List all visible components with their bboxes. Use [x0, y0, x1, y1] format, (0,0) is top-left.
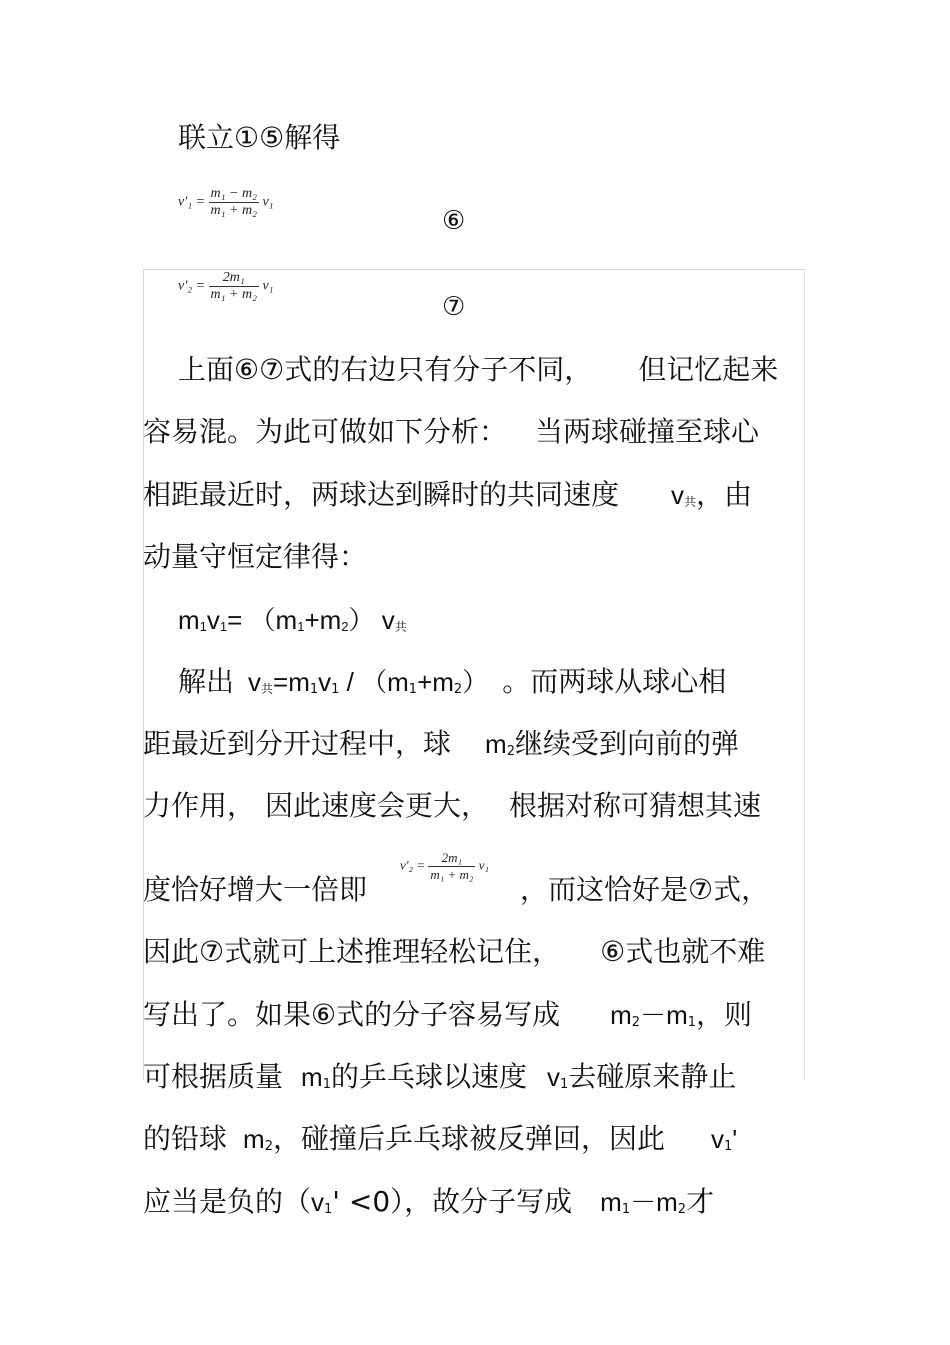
formula-6-numerator: m₁ − m₂	[210, 186, 257, 201]
formula-6-denominator: m₁ + m₂	[210, 203, 257, 218]
text-line-2: 容易混。为此可做如下分析： 当两球碰撞至球心	[143, 415, 760, 448]
text-line-4: 动量守恒定律得：	[143, 540, 368, 573]
formula-6-lhs: v'₁ =	[178, 194, 206, 210]
formula-7	[178, 270, 274, 303]
formula-7-tail: v₁	[262, 278, 274, 294]
text-line-9: 度恰好增大一倍即	[143, 873, 368, 906]
formula-6-tail: v₁	[262, 194, 274, 210]
text-line-3: 相距最近时，两球达到瞬时的共同速度 v共，由	[143, 478, 753, 511]
formula-7-numerator: 2m₁	[209, 270, 259, 287]
text-line-6: 解出 v共=m1v1 / （m1+m2） 。而两球从球心相	[178, 665, 727, 698]
momentum-equation: m1v1= （m1+m2） v共	[178, 605, 407, 635]
text-line-11: 写出了。如果⑥式的分子容易写成 m2－m1，则	[143, 998, 753, 1031]
formula-7-denominator: m₁ + m₂	[210, 287, 257, 302]
inline-formula: v'₂ = $\frac{\text{2m₁}}{\text{m₁ + m₂}}$ v₁	[400, 850, 489, 882]
formula-7-marker: ⑦	[442, 292, 466, 322]
formula-7-lhs: v'₂ =	[178, 278, 206, 294]
text-line-7: 距最近到分开过程中，球 m2继续受到向前的弹	[143, 727, 739, 760]
text-line-9-tail: ，而这恰好是⑦式，	[520, 873, 770, 906]
text-line-1: 上面⑥⑦式的右边只有分子不同， 但记忆起来	[178, 353, 779, 386]
text-line-12: 可根据质量 m1的乒乓球以速度 v1去碰原来静止	[143, 1060, 737, 1093]
text-line-14: 应当是负的（v1' <0），故分子写成 m1－m2才	[143, 1185, 715, 1218]
formula-6	[178, 186, 274, 219]
text-line-13: 的铅球 m2，碰撞后乒乓球被反弹回，因此 v1'	[143, 1122, 738, 1155]
formula-6-marker: ⑥	[442, 206, 466, 236]
text-line-10: 因此⑦式就可上述推理轻松记住， ⑥式也就不难	[143, 935, 766, 968]
text-line-8: 力作用， 因此速度会更大， 根据对称可猜想其速	[143, 789, 762, 822]
heading-line: 联立①⑤解得	[178, 121, 341, 154]
